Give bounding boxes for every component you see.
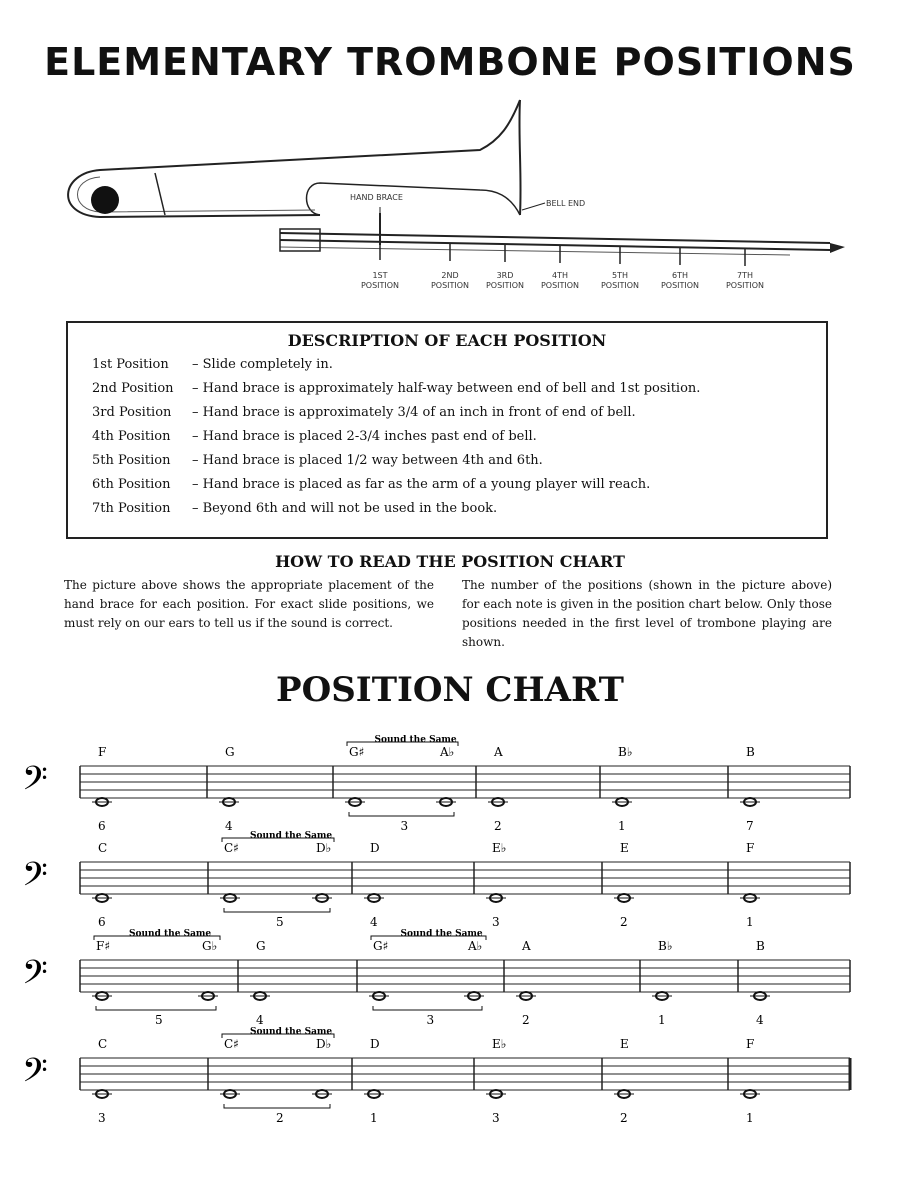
note-name: E♭ (492, 1037, 507, 1051)
sound-the-same-label: Sound the Same (400, 929, 483, 939)
sound-the-same-label: Sound the Same (250, 831, 333, 841)
position-number: 2 (620, 1111, 628, 1125)
howto-right-paragraph: The number of the positions (shown in the picture above) for each note is given in the position chart below. Only those positions needed in the first level of trombone playing are shown. (462, 578, 832, 649)
description-row: 5th Position – Hand brace is placed 1/2 way between 4th and 6th. (92, 453, 543, 468)
position-number: 1 (658, 1013, 666, 1027)
note-name: B (746, 745, 755, 759)
page-title: ELEMENTARY TROMBONE POSITIONS (44, 40, 856, 84)
note-name: C♯ (224, 1037, 239, 1051)
position-number: 3 (426, 1013, 435, 1027)
position-chart-staves (0, 720, 900, 1150)
note-name: G (225, 745, 235, 759)
note-name: E♭ (492, 841, 507, 855)
position-number: 2 (276, 1111, 284, 1125)
position-number: 4 (370, 915, 378, 929)
bass-clef-icon: 𝄢 (22, 1052, 48, 1098)
sound-the-same-bracket (349, 812, 454, 816)
howto-title: HOW TO READ THE POSITION CHART (275, 552, 625, 571)
description-title: DESCRIPTION OF EACH POSITION (287, 331, 607, 350)
position-number: 4 (225, 819, 233, 833)
note-name: G♭ (202, 939, 218, 953)
position-label-2: 2ND POSITION (430, 271, 470, 290)
position-number: 6 (98, 915, 106, 929)
sound-the-same-label: Sound the Same (374, 735, 457, 745)
note-name: F (746, 1037, 755, 1051)
sound-the-same-bracket (224, 1104, 330, 1108)
note-name: B (756, 939, 765, 953)
note-name: G (256, 939, 266, 953)
note-name: D (370, 1037, 380, 1051)
note-name: D♭ (316, 1037, 332, 1051)
bass-clef-icon: 𝄢 (22, 856, 48, 902)
position-number: 2 (620, 915, 628, 929)
description-row: 2nd Position – Hand brace is approximately half-way between end of bell and 1st position. (92, 381, 701, 396)
note-name: F (746, 841, 755, 855)
note-name: F (98, 745, 107, 759)
sound-the-same-bracket (224, 908, 330, 912)
position-number: 1 (746, 1111, 754, 1125)
note-name: B♭ (658, 939, 673, 953)
description-box (66, 321, 828, 539)
position-number: 3 (492, 1111, 500, 1125)
note-name: D♭ (316, 841, 332, 855)
position-label-5: 5TH POSITION (600, 271, 640, 290)
description-row: 7th Position – Beyond 6th and will not be used in the book. (92, 501, 498, 516)
description-row: 1st Position – Slide completely in. (92, 357, 333, 372)
note-name: F♯ (96, 939, 111, 953)
note-name: E (620, 1037, 629, 1051)
sound-the-same-label: Sound the Same (129, 929, 212, 939)
position-number: 5 (276, 915, 284, 929)
description-row: 4th Position – Hand brace is placed 2-3/4 inches past end of bell. (92, 429, 537, 444)
description-row: 3rd Position – Hand brace is approximately 3/4 of an inch in front of end of bell. (92, 405, 636, 420)
position-label-6: 6TH POSITION (660, 271, 700, 290)
position-number: 5 (155, 1013, 163, 1027)
position-number: 1 (746, 915, 754, 929)
position-chart-title: POSITION CHART (276, 670, 624, 710)
sound-the-same-bracket (373, 1006, 482, 1010)
position-label-3: 3RD POSITION (485, 271, 525, 290)
trombone-diagram (40, 95, 860, 305)
position-number: 1 (618, 819, 626, 833)
position-label-1: 1ST POSITION (360, 271, 400, 290)
note-name: A♭ (440, 745, 455, 759)
sound-the-same-label: Sound the Same (250, 1027, 333, 1037)
note-name: G♯ (373, 939, 389, 953)
note-name: G♯ (349, 745, 365, 759)
position-number: 7 (746, 819, 754, 833)
bass-clef-icon: 𝄢 (22, 954, 48, 1000)
note-name: B♭ (618, 745, 633, 759)
note-name: C♯ (224, 841, 239, 855)
note-name: A (494, 745, 503, 759)
position-label-7: 7TH POSITION (725, 271, 765, 290)
position-number: 6 (98, 819, 106, 833)
position-number: 4 (256, 1013, 264, 1027)
position-number: 4 (756, 1013, 764, 1027)
position-number: 3 (492, 915, 500, 929)
note-name: A♭ (468, 939, 483, 953)
position-number: 2 (522, 1013, 530, 1027)
howto-left-paragraph: The picture above shows the appropriate placement of the hand brace for each position. For exact slide positions, we must rely on our ears to tell us if the sound is correct. (64, 578, 434, 630)
sound-the-same-bracket (96, 1006, 216, 1010)
note-name: E (620, 841, 629, 855)
hand-brace-callout: HAND BRACE (350, 193, 403, 202)
position-number: 1 (370, 1111, 378, 1125)
bell-end-callout: BELL END (546, 199, 586, 208)
note-name: C (98, 841, 108, 855)
position-label-4: 4TH POSITION (540, 271, 580, 290)
note-name: D (370, 841, 380, 855)
position-number: 3 (98, 1111, 106, 1125)
position-number: 3 (400, 819, 409, 833)
bass-clef-icon: 𝄢 (22, 760, 48, 806)
position-number: 2 (494, 819, 502, 833)
description-row: 6th Position – Hand brace is placed as far as the arm of a young player will reach. (92, 477, 651, 492)
note-name: A (522, 939, 531, 953)
note-name: C (98, 1037, 108, 1051)
